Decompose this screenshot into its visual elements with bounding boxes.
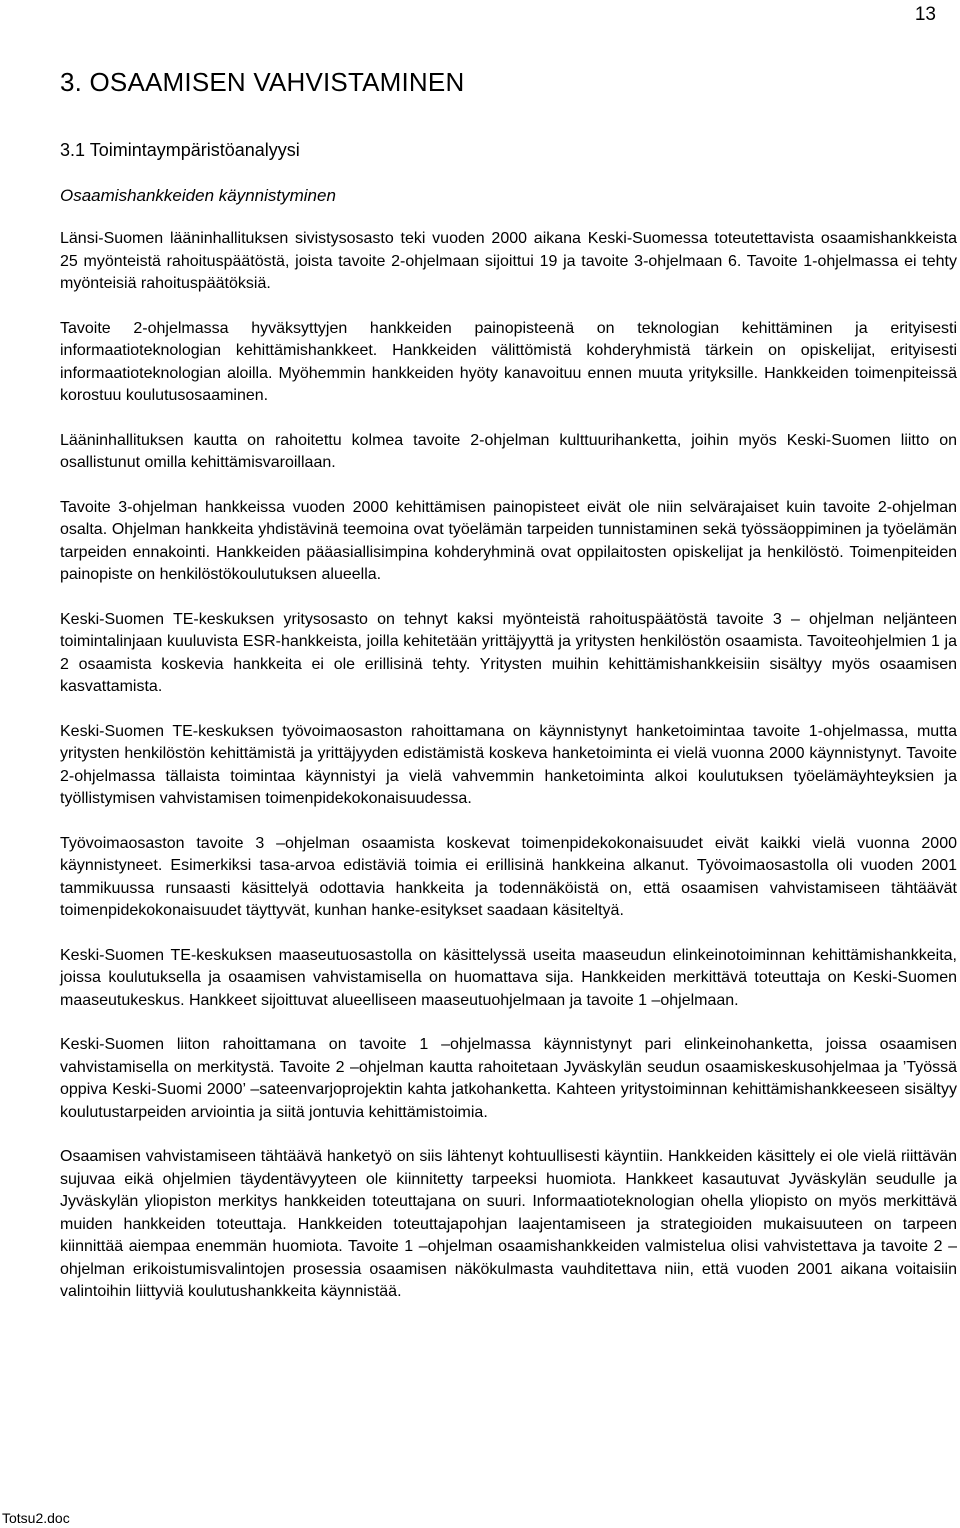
paragraph-10: Osaamisen vahvistamiseen tähtäävä hanketyö on siis lähtenyt kohtuullisesti käyntiin. Hankkeiden käsittely ei ole vielä riittävän sujuvaa eikä ohjelmien täydentävyyteen ole kiinnitetty tarpeeksi huomiota. Hankkeet kasautuvat Jyväskylän seudulle ja Jyväskylän yliopiston merkitys hankkeiden toteuttajana on suuri. Informaatioteknologian ohella yliopisto on myös merkittävä muiden hankkeiden toteuttaja. Hankkeiden toteuttajapohjan laajentamiseen ja strategioiden mukaisuuteen on tarpeen kiinnittää aiempaa enemmän huomiota. Tavoite 1 –ohjelman osaamishankkeiden valmistelua olisi vahvistettava ja tavoite 2 –ohjelman erikoistumisvalintojen prosessia osaamisen näkökulmasta vauhditettava niin, että vuoden 2001 aikana voitaisiin valintoihin liittyviä koulutushankkeita käynnistää. xyxy=(60,1148,957,1300)
page-content xyxy=(60,66,957,1326)
chapter-title: 3. OSAAMISEN VAHVISTAMINEN xyxy=(60,67,465,97)
paragraph-4: Tavoite 3-ohjelman hankkeissa vuoden 2000 kehittämisen painopisteet eivät ole niin selvärajaiset kuin tavoite 2-ohjelman osalta. Ohjelman hankkeita yhdistävinä teemoina ovat työelämän tarpeiden tunnistaminen sekä työssäoppiminen ja työelämän tarpeiden ennakointi. Hankkeiden pääasiallisimpina kohderyhminä ovat oppilaitosten opiskelijat ja henkilöstö. Toimenpiteiden painopiste on henkilöstökoulutuksen alueella. xyxy=(60,498,957,583)
section-title: 3.1 Toimintaympäristöanalyysi xyxy=(60,140,300,160)
subheading: Osaamishankkeiden käynnistyminen xyxy=(60,186,336,205)
paragraph-5: Keski-Suomen TE-keskuksen yritysosasto on tehnyt kaksi myönteistä rahoituspäätöstä tavoite 3 – ohjelman neljänteen toimintalinjaan kuuluvista ESR-hankkeista, joilla kehitetään yrittäjyyttä ja yritysten henkilöstön osaamista. Tavoiteohjelmien 1 ja 2 osaamista koskevia hankkeita ei ole erillisinä tehty. Yritysten muihin kehittämishankkeisiin sisältyy myös osaamisen kasvattamista. xyxy=(60,610,957,695)
paragraph-3: Lääninhallituksen kautta on rahoitettu kolmea tavoite 2-ohjelman kulttuurihanketta, joihin myös Keski-Suomen liitto on osallistunut omilla kehittämisvaroillaan. xyxy=(60,431,957,471)
paragraph-7: Työvoimaosaston tavoite 3 –ohjelman osaamista koskevat toimenpidekokonaisuudet eivät kaikki vielä vuonna 2000 käynnistyneet. Esimerkiksi tasa-arvoa edistäviä toimia ei erillisinä hankkeina alkanut. Työvoimaosastolla oli vuoden 2001 tammikuussa runsaasti käsittelyä odottavia hankkeita ja todennäköistä on, että osaamisen vahvistamiseen tähtäävät toimenpidekokonaisuudet täyttyvät, kunhan hanke-esitykset saadaan käsiteltyä. xyxy=(60,834,957,919)
paragraph-9: Keski-Suomen liiton rahoittamana on tavoite 1 –ohjelmassa käynnistynyt pari elinkeinohanketta, joissa osaamisen vahvistamisella on merkitystä. Tavoite 2 –ohjelman kautta rahoitetaan Jyväskylän seudun osaamiskeskusohjelmaa ja ’Työssä oppiva Keski-Suomi 2000’ –sateenvarjoprojektin kahta jatkohanketta. Kahteen yritystoiminnan kehittämishankkeeseen sisältyy koulutustarpeiden arviointia ja siitä jontuvia kehittämistoimia. xyxy=(60,1036,957,1121)
paragraph-1: Länsi-Suomen lääninhallituksen sivistysosasto teki vuoden 2000 aikana Keski-Suomessa toteutettavista osaamishankkeista 25 myönteistä rahoituspäätöstä, joista tavoite 2-ohjelmaan sijoittui 19 ja tavoite 3-ohjelmaan 6. Tavoite 1-ohjelmassa ei tehty myönteisiä rahoituspäätöksiä. xyxy=(60,230,957,292)
footer-filename: Totsu2.doc xyxy=(2,1510,70,1526)
paragraph-2: Tavoite 2-ohjelmassa hyväksyttyjen hankkeiden painopisteenä on teknologian kehittäminen ja erityisesti informaatioteknologian kehittämishankkeet. Hankkeiden välittömistä kohderyhmistä tärkein on opiskelijat, erityisesti informaatioteknologian aloilla. Myöhemmin hankkeiden hyöty kanavoituu ennen muuta yrityksille. Hankkeiden toimenpiteissä korostuu koulutusosaaminen. xyxy=(60,319,957,404)
page-number: 13 xyxy=(914,4,936,25)
paragraph-6: Keski-Suomen TE-keskuksen työvoimaosaston rahoittamana on käynnistynyt hanketoimintaa tavoite 1-ohjelmassa, mutta yritysten henkilöstön kehittämistä ja yrittäjyyden edistämistä koskeva hanketoiminta ei vielä vuonna 2000 käynnistynyt. Tavoite 2-ohjelmassa tällaista toimintaa käynnistyi ja vielä vahvemmin hanketoiminta alkoi koulutuksen työelämäyhteyksien ja työllistymisen vahvistamisen toimenpidekokonaisuudessa. xyxy=(60,722,957,807)
paragraph-8: Keski-Suomen TE-keskuksen maaseutuosastolla on käsittelyssä useita maaseudun elinkeinotoiminnan kehittämishankkeita, joissa koulutuksella ja osaamisen vahvistamisella on huomattava sija. Hankkeiden merkittävä toteuttaja on Keski-Suomen maaseutukeskus. Hankkeet sijoittuvat alueelliseen maaseutuohjelmaan ja tavoite 1 –ohjelmaan. xyxy=(60,946,957,1009)
